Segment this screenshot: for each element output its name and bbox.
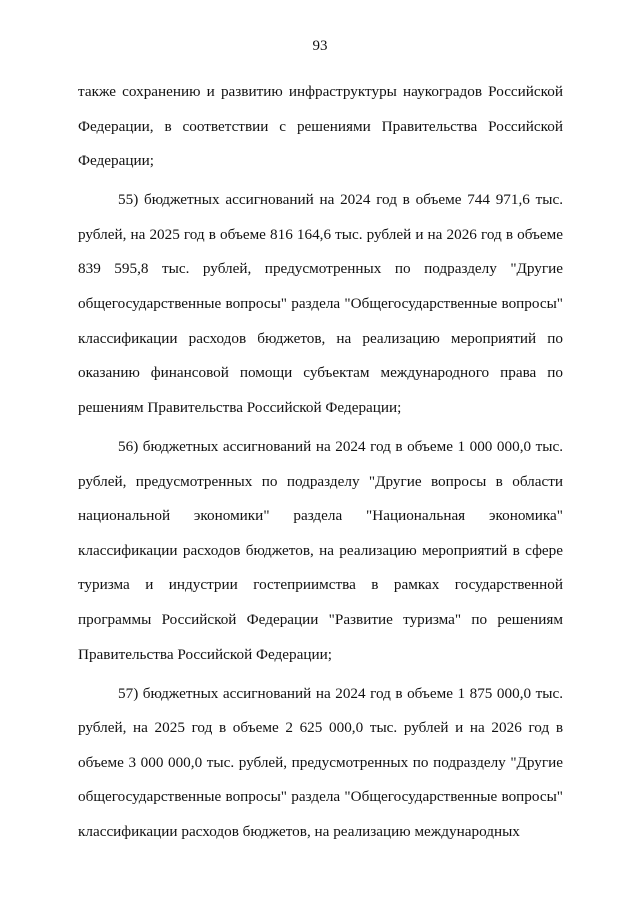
text-line: рублей, на 2025 год в объеме 2 625 000,0 тыс. рублей и на 2026 год в [78,719,563,737]
text-line: 57) бюджетных ассигнований на 2024 год в объеме 1 875 000,0 тыс. [118,684,563,702]
text-line: объеме 3 000 000,0 тыс. рублей, предусмотренных по подразделу "Другие [78,753,563,771]
text-line: классификации расходов бюджетов, на реализацию международных [78,822,520,840]
text-line: классификации расходов бюджетов, на реализацию мероприятий в сфере [78,541,563,559]
page-number: 93 [312,38,328,54]
paragraph-intro [78,75,563,179]
text-line: 56) бюджетных ассигнований на 2024 год в объеме 1 000 000,0 тыс. [118,437,563,455]
text-line: 839 595,8 тыс. рублей, предусмотренных по подразделу "Другие [78,260,563,278]
text-line: оказанию финансовой помощи субъектам международного права по [78,364,563,382]
text-line: общегосударственные вопросы" раздела "Общегосударственные вопросы" [78,295,563,313]
text-line: рублей, на 2025 год в объеме 816 164,6 тыс. рублей и на 2026 год в объеме [78,225,563,243]
document-body [78,75,563,850]
text-line: программы Российской Федерации "Развитие туризма" по решениям [78,610,563,628]
text-line: Федерации, в соответствии с решениями Правительства Российской [78,117,563,135]
text-line: классификации расходов бюджетов, на реализацию мероприятий по [78,329,563,347]
text-line: Федерации; [78,152,154,170]
paragraph-item-56 [78,430,563,672]
text-line: Правительства Российской Федерации; [78,645,332,663]
text-line: национальной экономики" раздела "Национальная экономика" [78,507,563,525]
text-line: общегосударственные вопросы" раздела "Общегосударственные вопросы" [78,788,563,806]
paragraph-item-57 [78,677,563,850]
text-line: также сохранению и развитию инфраструктуры наукоградов Российской [78,83,563,100]
text-line: решениям Правительства Российской Федерации; [78,398,402,416]
paragraph-item-55 [78,183,563,425]
text-line: 55) бюджетных ассигнований на 2024 год в объеме 744 971,6 тыс. [118,191,563,209]
text-line: туризма и индустрии гостеприимства в рамках государственной [78,576,563,594]
text-line: рублей, предусмотренных по подразделу "Другие вопросы в области [78,472,563,490]
